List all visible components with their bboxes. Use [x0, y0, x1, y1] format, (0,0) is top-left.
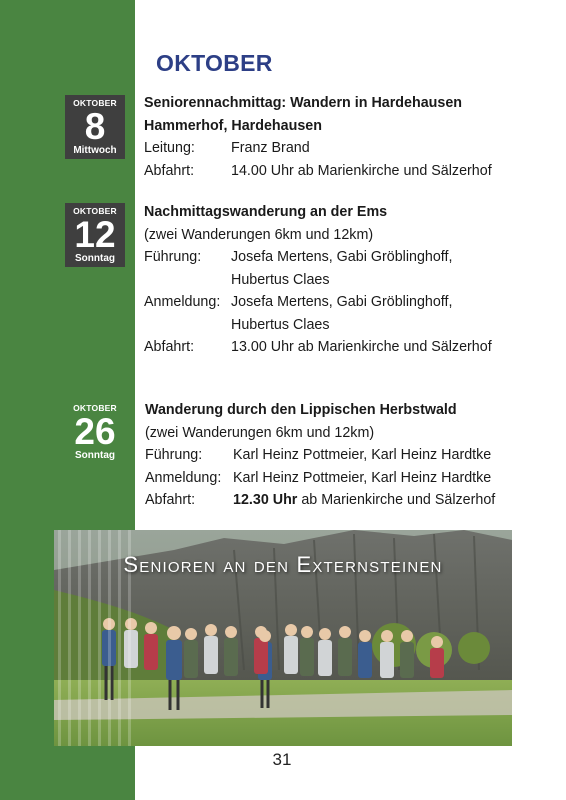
- row-label: Abfahrt:: [144, 339, 195, 355]
- row-value: Karl Heinz Pottmeier, Karl Heinz Hardtke: [233, 469, 492, 486]
- event-row-fuehrung: [145, 444, 495, 467]
- group-photo: [54, 530, 512, 746]
- date-badge-month: OKTOBER: [73, 206, 117, 216]
- event-title: Nachmittagswanderung an der Ems: [144, 204, 388, 220]
- row-value: 14.00 Uhr ab Marienkirche und Sälzerhof: [231, 162, 492, 179]
- event-title: Wanderung durch den Lippischen Herbstwald: [145, 402, 457, 418]
- row-value: 13.00 Uhr ab Marienkirche und Sälzerhof: [231, 339, 492, 355]
- row-label: [144, 314, 231, 337]
- date-badge-day: 12: [74, 214, 116, 255]
- row-value: Josefa Mertens, Gabi Gröblinghoff,: [231, 294, 453, 310]
- row-label: Abfahrt:: [144, 162, 195, 179]
- event-row-abfahrt: [144, 160, 492, 183]
- event-row-leitung: [144, 137, 492, 160]
- row-label: Abfahrt:: [145, 492, 196, 508]
- date-badge-weekday: Sonntag: [75, 450, 115, 461]
- event-subtitle: (zwei Wanderungen 6km und 12km): [145, 424, 375, 441]
- date-badge-month: OKTOBER: [73, 403, 117, 413]
- row-label: [144, 269, 231, 292]
- event-3: [145, 399, 495, 512]
- row-value: [233, 489, 495, 512]
- event-subtitle: (zwei Wanderungen 6km und 12km): [144, 226, 374, 243]
- page-title: OKTOBER: [156, 50, 273, 76]
- date-badge-day: 26: [74, 411, 116, 452]
- date-badge-weekday: Sonntag: [75, 253, 115, 264]
- event-row-fuehrung-cont: [144, 269, 492, 292]
- event-row-anmeldung: [145, 467, 495, 490]
- event-title: Seniorennachmittag: Wandern in Hardehausen: [144, 95, 463, 111]
- event-row-anmeldung-cont: [144, 314, 492, 337]
- row-value: Josefa Mertens, Gabi Gröblinghoff,: [231, 249, 453, 265]
- row-value: Hubertus Claes: [231, 316, 330, 333]
- event-2: [144, 201, 492, 359]
- date-badge-3: [65, 400, 125, 464]
- date-badge-2: [65, 203, 125, 267]
- row-value: Hubertus Claes: [231, 271, 330, 288]
- photo-caption: Senioren an den Externsteinen: [123, 552, 443, 577]
- date-badge-day: 8: [84, 106, 106, 147]
- event-1: [144, 92, 492, 182]
- page-number: 31: [272, 750, 292, 769]
- date-badge-1: [65, 95, 125, 159]
- event-row-anmeldung: [144, 291, 492, 314]
- row-label: Führung:: [144, 249, 202, 265]
- event-row-abfahrt: [145, 489, 495, 512]
- date-badge-month: OKTOBER: [73, 98, 117, 108]
- departure-time: 12.30 Uhr: [233, 492, 298, 508]
- departure-place: ab Marienkirche und Sälzerhof: [297, 492, 496, 508]
- row-label: Führung:: [145, 447, 203, 463]
- row-value: Franz Brand: [231, 140, 310, 156]
- row-value: Karl Heinz Pottmeier, Karl Heinz Hardtke: [233, 447, 492, 463]
- event-row-fuehrung: [144, 246, 492, 269]
- row-label: Anmeldung:: [144, 294, 221, 310]
- event-title-line-2: Hammerhof, Hardehausen: [144, 117, 322, 134]
- date-badge-weekday: Mittwoch: [73, 145, 117, 156]
- row-label: Leitung:: [144, 140, 195, 156]
- row-label: Anmeldung:: [145, 469, 222, 486]
- event-row-abfahrt: [144, 336, 492, 359]
